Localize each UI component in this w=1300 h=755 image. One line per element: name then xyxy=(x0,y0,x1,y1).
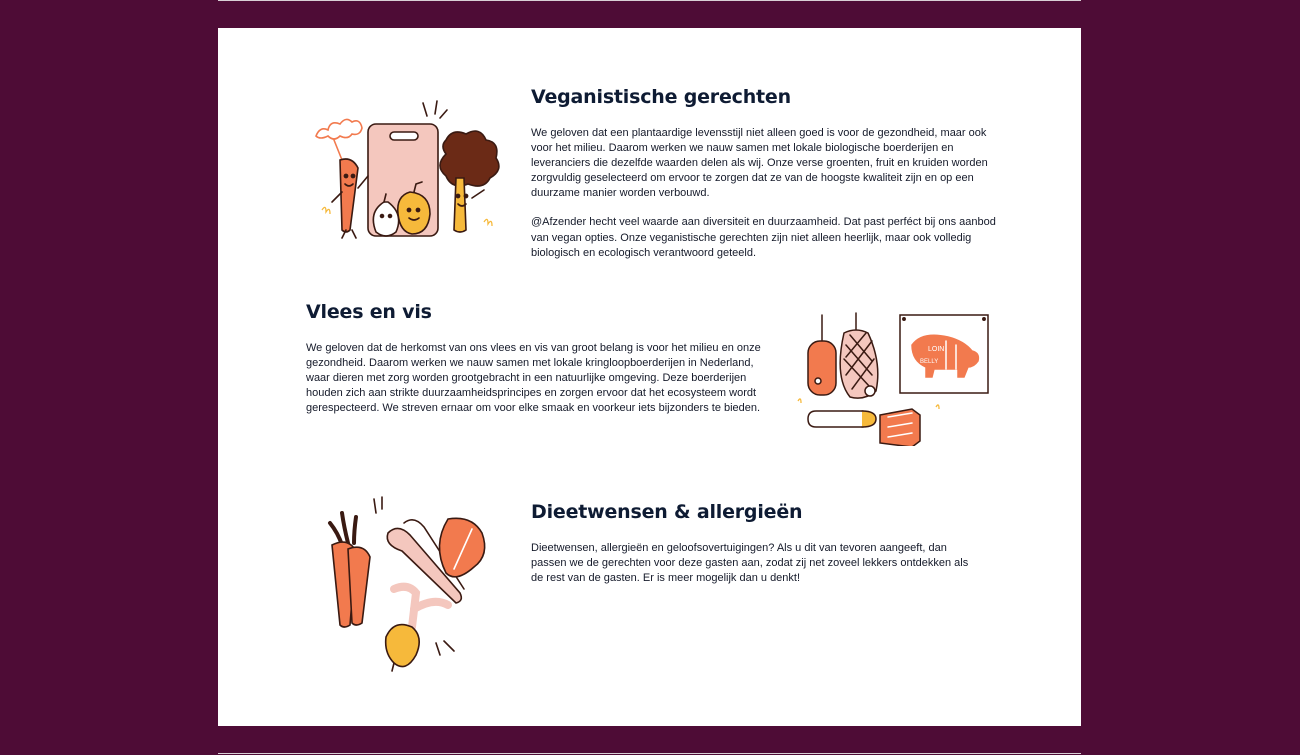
section-meat-fish-paragraph-1: We geloven dat de herkomst van ons vlees en vis van groot belang is voor het milieu en onze gezondheid. Daarom werken we nauw samen met lokale kringloopboerderijen in Nederland, waar dieren met zorg worden grootgebracht in een natuurlijke omgeving. Deze boerderijen houden zich aan strikte duurzaamheidsprincipes en zorgen ervoor dat het ecosysteem wordt gerespecteerd. We streven ernaar om voor elke smaak en voorkeur iets bijzonders te bieden. xyxy=(306,342,761,415)
bottom-divider xyxy=(218,753,1081,754)
top-divider xyxy=(218,0,1081,1)
section-vegan-paragraph-2: @Afzender hecht veel waarde aan diversiteit en duurzaamheid. Dat past perféct bij ons aanbod van vegan opties. Onze veganistische gerechten zijn niet alleen heerlijk, maar ook volledig biologisch en ecologisch verantwoord geteeld. xyxy=(531,216,996,259)
section-vegan xyxy=(531,86,1001,261)
section-diet-paragraph-1: Dieetwensen, allergieën en geloofsovertuigingen? Als u dit van tevoren aangeeft, dan passen we de gerechten voor deze gasten aan, zodat zij net zoveel lekkers ontdekken als de rest van de gasten. Er is meer mogelijk dan u denkt! xyxy=(531,542,969,585)
section-title-vegan: Veganistische gerechten xyxy=(531,86,791,108)
meat-cuts-illustration xyxy=(796,311,992,446)
section-title-diet: Dieetwensen & allergieën xyxy=(531,501,803,523)
section-vegan-paragraph-1: We geloven dat een plantaardige levensstijl niet alleen goed is voor de gezondheid, maar ook voor het milieu. Daarom werken we nauw samen met lokale biologische boerderijen en leveranciers die dezelfde waarden delen als wij. Onze verse groenten, fruit en kruiden worden zorgvuldig geselecteerd om ervoor te zorgen dat ze van de hoogste kwaliteit zijn en op een duurzame manier worden verbouwd. xyxy=(531,127,988,200)
root-vegetables-illustration xyxy=(308,493,508,673)
content-card xyxy=(218,28,1081,726)
section-title-meat-fish: Vlees en vis xyxy=(306,301,432,323)
pig-label-belly: BELLY xyxy=(920,359,939,365)
pig-label-loin: LOIN xyxy=(928,346,945,353)
section-diet xyxy=(531,501,1001,586)
vegetables-cutting-board-illustration xyxy=(306,98,506,243)
section-meat-fish xyxy=(306,301,766,416)
